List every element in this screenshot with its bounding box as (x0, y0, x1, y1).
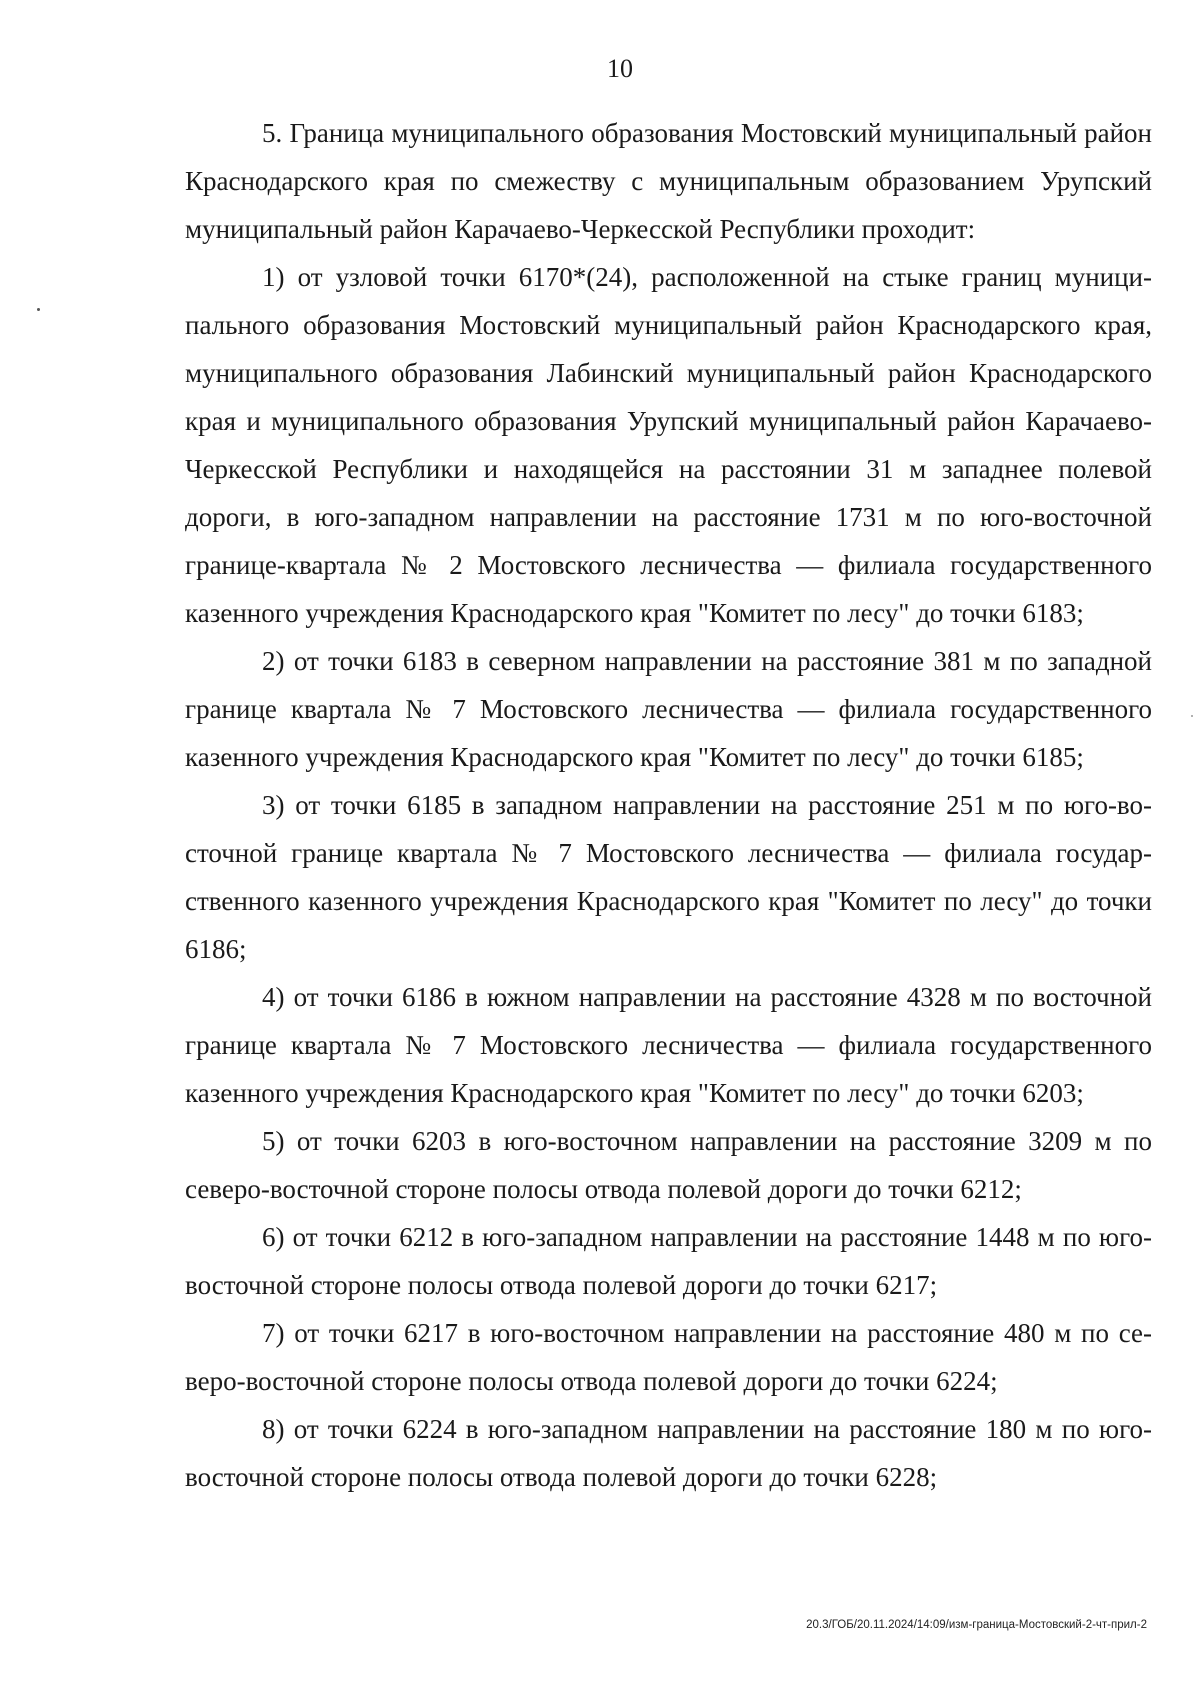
paragraph-item-6: 6) от точки 6212 в юго-западном направлении на расстояние 1448 м по юго-восточной стороне полосы отвода полевой дороги до точки 6217; (185, 1222, 1152, 1300)
paragraph-item-4: 4) от точки 6186 в южном направлении на расстояние 4328 м по восточной границе квартала № 7 Мостовского лесничества — филиала государственного казенного учреждения Краснодарского края "Комитет по лесу" до точки 6203; (185, 982, 1152, 1108)
scan-speck (37, 308, 40, 311)
page-number: 10 (607, 54, 633, 83)
paragraph-section-5-intro: 5. Граница муниципального образования Мостовский муниципальный район Краснодарского края по смежеству с муниципальным образованием Урупский муниципальный район Карачаево-Черкесской Республики проходит: (185, 118, 1152, 244)
paragraph-item-1: 1) от узловой точки 6170*(24), расположенной на стыке границ муниципального образования Мостовский муниципальный район Краснодарского края, муниципального образования Лабинский муниципальный район Краснодарского края и муниципального образования Урупский муниципальный район Карачаево-Черкесской Республики и находящейся на расстоянии 31 м западнее полевой дороги, в юго-западном направлении на расстояние 1731 м по юго-восточной границе-квартала № 2 Мостовского лесничества — филиала государственного казенного учреждения Краснодарского края "Комитет по лесу" до точки 6183; (185, 262, 1152, 628)
paragraph-item-8: 8) от точки 6224 в юго-западном направлении на расстояние 180 м по юго-восточной стороне полосы отвода полевой дороги до точки 6228; (185, 1414, 1152, 1492)
document-body (185, 109, 1152, 1501)
document-footer-code: 20.3/ГОБ/20.11.2024/14:09/изм-граница-Мостовский-2-чт-прил-2 (806, 1619, 1147, 1631)
scan-speck (1191, 715, 1193, 717)
paragraph-item-7: 7) от точки 6217 в юго-восточном направлении на расстояние 480 м по северо-восточной стороне полосы отвода полевой дороги до точки 6224; (185, 1318, 1152, 1396)
paragraph-item-3: 3) от точки 6185 в западном направлении на расстояние 251 м по юго-восточной границе квартала № 7 Мостовского лесничества — филиала государственного казенного учреждения Краснодарского края "Комитет по лесу" до точки 6186; (185, 790, 1152, 964)
paragraph-item-5: 5) от точки 6203 в юго-восточном направлении на расстояние 3209 м по северо-восточной стороне полосы отвода полевой дороги до точки 6212; (185, 1126, 1152, 1204)
paragraph-item-2: 2) от точки 6183 в северном направлении на расстояние 381 м по западной границе квартала № 7 Мостовского лесничества — филиала государственного казенного учреждения Краснодарского края "Комитет по лесу" до точки 6185; (185, 646, 1152, 772)
